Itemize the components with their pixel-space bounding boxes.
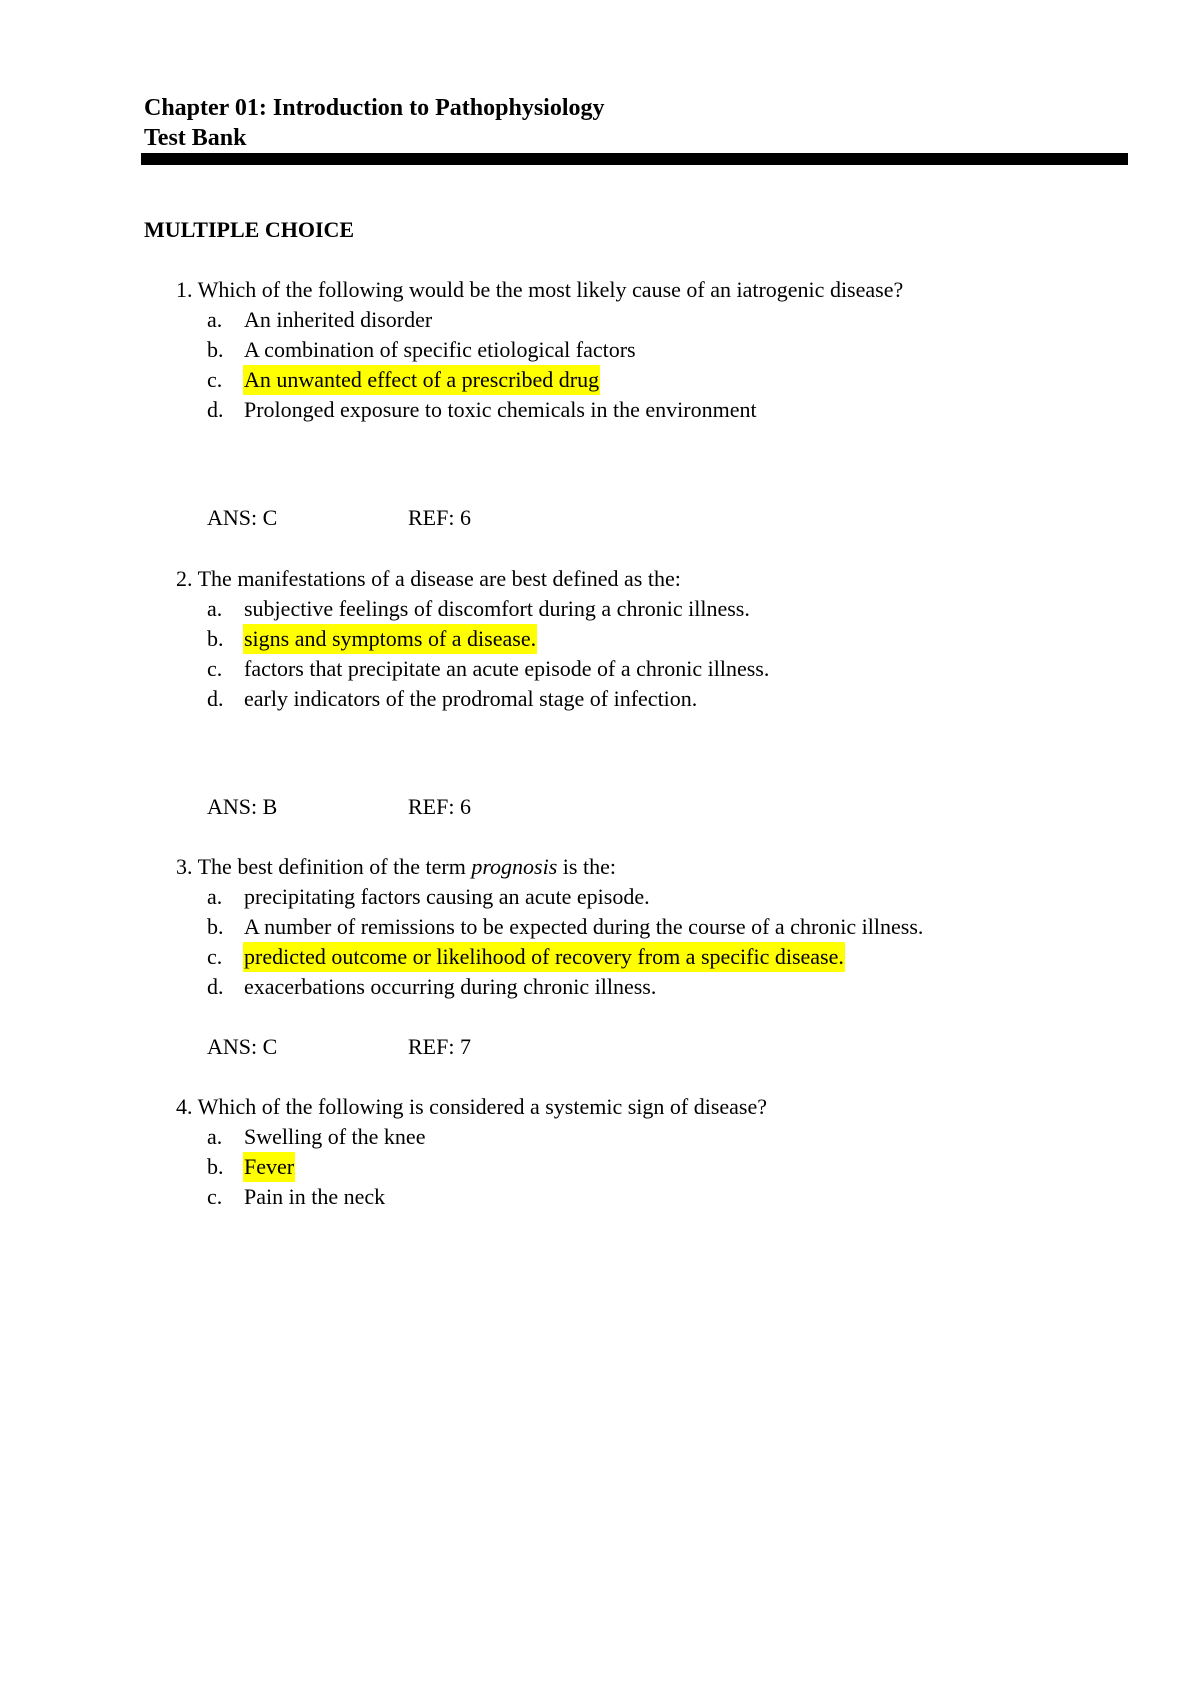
option-d bbox=[0, 684, 1190, 714]
option-letter: b. bbox=[207, 337, 224, 362]
question-text bbox=[198, 854, 616, 879]
option-letter: b. bbox=[207, 1154, 224, 1179]
question-text-after: is the: bbox=[557, 854, 616, 879]
option-letter: a. bbox=[207, 307, 223, 332]
option-text-highlighted: Fever bbox=[243, 1152, 295, 1182]
option-b bbox=[0, 1152, 1190, 1182]
option-letter: a. bbox=[207, 596, 223, 621]
option-a bbox=[0, 1122, 1190, 1152]
answer-key: ANS: C bbox=[207, 1034, 278, 1059]
option-text: Pain in the neck bbox=[244, 1184, 386, 1209]
option-b bbox=[0, 912, 1190, 942]
option-text: exacerbations occurring during chronic illness. bbox=[244, 974, 657, 999]
header-rule bbox=[141, 153, 1128, 165]
document-header bbox=[144, 93, 605, 153]
answer-key: ANS: B bbox=[207, 794, 278, 819]
option-letter: d. bbox=[207, 686, 224, 711]
option-text: A combination of specific etiological factors bbox=[244, 337, 636, 362]
option-text: early indicators of the prodromal stage of infection. bbox=[244, 686, 698, 711]
option-text: An inherited disorder bbox=[244, 307, 433, 332]
question-term: prognosis bbox=[471, 854, 558, 879]
option-letter: c. bbox=[207, 1184, 223, 1209]
option-c bbox=[0, 1182, 1190, 1212]
option-letter: d. bbox=[207, 397, 224, 422]
question-text: The manifestations of a disease are best defined as the: bbox=[197, 566, 681, 591]
question-number: 1. bbox=[176, 277, 193, 302]
question-stem bbox=[176, 275, 903, 305]
option-d bbox=[0, 395, 1190, 425]
question-number: 2. bbox=[176, 566, 193, 591]
answer-key: ANS: C bbox=[207, 505, 278, 530]
page-reference: REF: 6 bbox=[408, 794, 471, 819]
option-c bbox=[0, 942, 1190, 972]
option-text: factors that precipitate an acute episode of a chronic illness. bbox=[244, 656, 770, 681]
option-text-highlighted: signs and symptoms of a disease. bbox=[243, 624, 537, 654]
question-text-before: The best definition of the term bbox=[197, 854, 472, 879]
option-letter: a. bbox=[207, 884, 223, 909]
option-c bbox=[0, 654, 1190, 684]
option-c bbox=[0, 365, 1190, 395]
option-text: subjective feelings of discomfort during a chronic illness. bbox=[244, 596, 750, 621]
page-reference: REF: 7 bbox=[408, 1034, 471, 1059]
option-b bbox=[0, 624, 1190, 654]
option-text: precipitating factors causing an acute episode. bbox=[244, 884, 650, 909]
section-title: MULTIPLE CHOICE bbox=[144, 217, 355, 242]
option-letter: b. bbox=[207, 626, 224, 651]
option-text-highlighted: An unwanted effect of a prescribed drug bbox=[243, 365, 600, 395]
option-a bbox=[0, 594, 1190, 624]
question-text: Which of the following would be the most likely cause of an iatrogenic disease? bbox=[197, 277, 904, 302]
option-letter: c. bbox=[207, 656, 223, 681]
option-a bbox=[0, 882, 1190, 912]
option-text: Swelling of the knee bbox=[244, 1124, 426, 1149]
option-text-highlighted: predicted outcome or likelihood of recovery from a specific disease. bbox=[243, 942, 845, 972]
option-d bbox=[0, 972, 1190, 1002]
page-reference: REF: 6 bbox=[408, 505, 471, 530]
question-text: Which of the following is considered a systemic sign of disease? bbox=[197, 1094, 768, 1119]
question-number: 3. bbox=[176, 854, 193, 879]
chapter-title: Chapter 01: Introduction to Pathophysiology bbox=[144, 95, 605, 121]
question-stem bbox=[176, 1092, 767, 1122]
option-letter: b. bbox=[207, 914, 224, 939]
option-letter: d. bbox=[207, 974, 224, 999]
question-stem bbox=[176, 564, 681, 594]
option-letter: c. bbox=[207, 367, 223, 392]
option-b bbox=[0, 335, 1190, 365]
option-text: Prolonged exposure to toxic chemicals in the environment bbox=[244, 397, 757, 422]
question-stem bbox=[176, 852, 616, 882]
question-number: 4. bbox=[176, 1094, 193, 1119]
option-text: A number of remissions to be expected during the course of a chronic illness. bbox=[244, 914, 924, 939]
document-subtitle: Test Bank bbox=[144, 125, 247, 151]
option-a bbox=[0, 305, 1190, 335]
option-letter: a. bbox=[207, 1124, 223, 1149]
option-letter: c. bbox=[207, 944, 223, 969]
